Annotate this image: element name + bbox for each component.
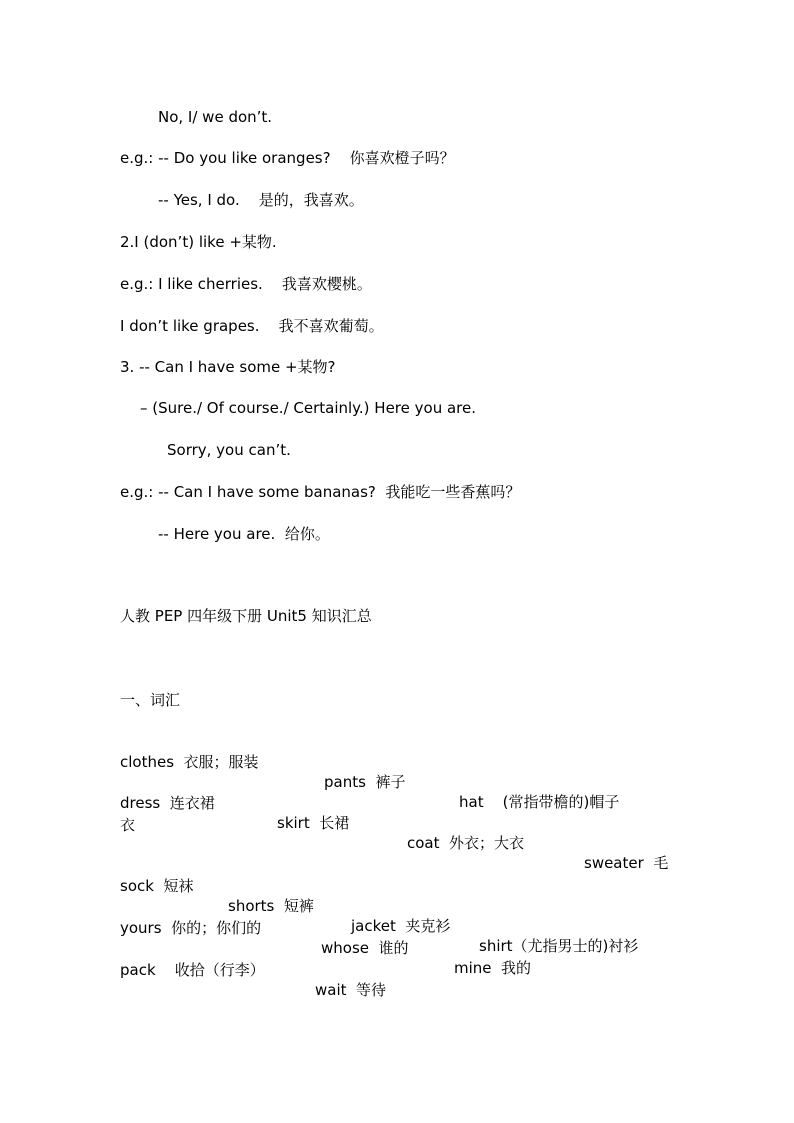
text-line: 2.I (don’t) like +某物. (120, 233, 277, 251)
vocab-item: pants 裤子 (324, 773, 406, 791)
vocab-item: pack 收拾（行李） (120, 961, 265, 979)
vocab-item: mine 我的 (454, 959, 532, 977)
text-line: I don’t like grapes. 我不喜欢葡萄。 (120, 317, 384, 335)
vocab-item: clothes 衣服；服装 (120, 753, 259, 771)
vocab-item: yours 你的；你们的 (120, 919, 262, 937)
text-line: e.g.: I like cherries. 我喜欢樱桃。 (120, 275, 372, 293)
text-line: Sorry, you can’t. (167, 441, 291, 459)
vocab-item: wait 等待 (315, 981, 387, 999)
vocab-item: whose 谁的 (321, 939, 409, 957)
vocab-item: dress 连衣裙 (120, 794, 215, 812)
vocab-item: jacket 夹克衫 (351, 917, 451, 935)
vocab-item: shorts 短裤 (228, 897, 314, 915)
section-title: 人教 PEP 四年级下册 Unit5 知识汇总 (120, 607, 372, 625)
text-line: e.g.: -- Do you like oranges? 你喜欢橙子吗？ (120, 149, 455, 167)
text-line: -- Yes, I do. 是的，我喜欢。 (158, 191, 364, 209)
vocab-item: sweater 毛 (584, 854, 669, 872)
vocab-item: skirt 长裙 (277, 814, 350, 832)
text-line: – (Sure./ Of course./ Certainly.) Here you are. (140, 399, 476, 417)
text-line: No, I/ we don’t. (158, 108, 273, 126)
vocab-item: sock 短袜 (120, 877, 194, 895)
text-line: -- Here you are. 给你。 (158, 525, 330, 543)
text-line: 3. -- Can I have some +某物? (120, 358, 336, 376)
vocab-heading: 一、词汇 (120, 691, 181, 709)
text-line: e.g.: -- Can I have some bananas? 我能吃一些香蕉吗？ (120, 483, 521, 501)
vocab-item: hat (常指带檐的)帽子 (459, 793, 620, 811)
vocab-row-wrap: 衣 (120, 816, 136, 834)
vocab-item: coat 外衣；大衣 (407, 834, 525, 852)
vocab-item: shirt（尤指男士的)衬衫 (479, 937, 639, 955)
